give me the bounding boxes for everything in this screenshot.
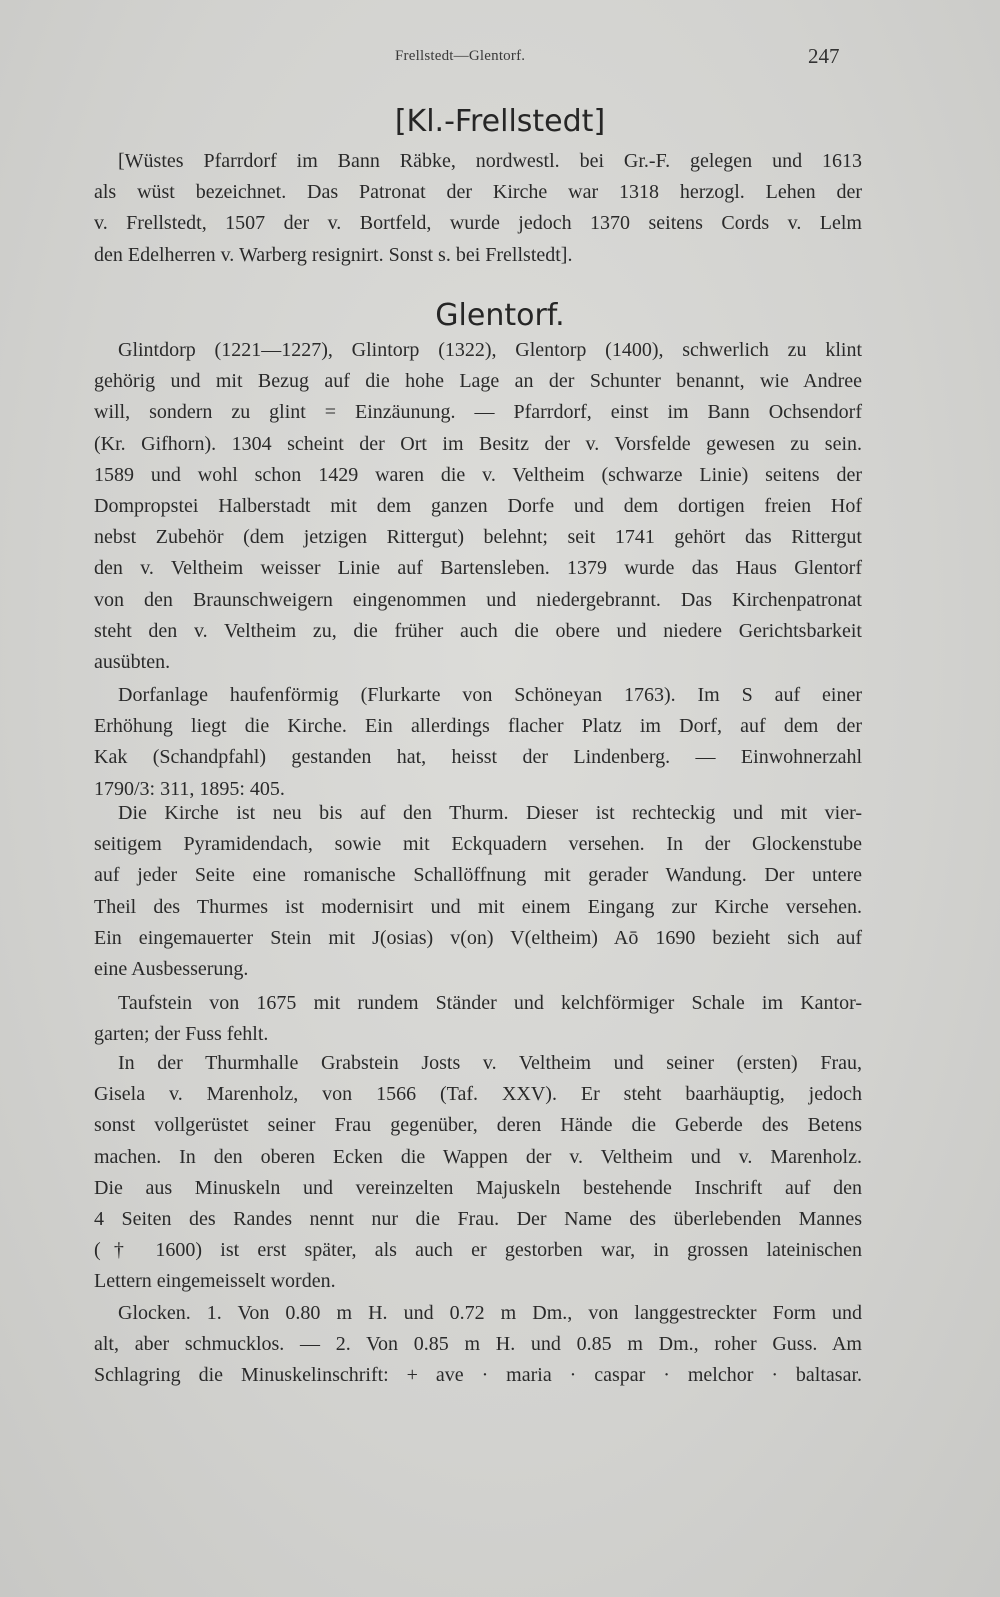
text-line: († 1600) ist erst später, als auch er gestorben war, in grossen lateinischen: [94, 1239, 862, 1262]
section-title-glentorf: Glentorf.: [435, 298, 565, 333]
text-line: Schlagring die Minuskelinschrift: + ave · maria · caspar · melchor · baltasar.: [94, 1364, 862, 1387]
text-line: 4 Seiten des Randes nennt nur die Frau. Der Name des überlebenden Mannes: [94, 1207, 862, 1230]
text-line: Glintdorp (1221—1227), Glintorp (1322), Glentorp (1400), schwerlich zu klint: [118, 339, 862, 361]
section-title-kl-frellstedt: [Kl.-Frellstedt]: [394, 104, 606, 139]
text-line: 1790/3: 311, 1895: 405.: [94, 777, 285, 800]
text-line: Lettern eingemeisselt worden.: [94, 1270, 336, 1293]
text-line: In der Thurmhalle Grabstein Josts v. Veltheim und seiner (ersten) Frau,: [118, 1052, 862, 1074]
text-line: gehörig und mit Bezug auf die hohe Lage an der Schunter benannt, wie Andree: [94, 370, 862, 393]
text-line: Glocken. 1. Von 0.80 m H. und 0.72 m Dm., von langgestreckter Form und: [118, 1302, 862, 1324]
text-line: will, sondern zu glint = Einzäunung. — Pfarrdorf, einst im Bann Ochsendorf: [94, 401, 862, 424]
paragraph-kl-frellstedt: [94, 146, 862, 271]
text-line: (Kr. Gifhorn). 1304 scheint der Ort im Besitz der v. Vorsfelde gewesen zu sein.: [94, 432, 862, 455]
text-line: Erhöhung liegt die Kirche. Ein allerdings flacher Platz im Dorf, auf dem der: [94, 715, 862, 738]
paragraph-glocken: [94, 1298, 862, 1392]
text-line: garten; der Fuss fehlt.: [94, 1023, 269, 1046]
text-line: Die Kirche ist neu bis auf den Thurm. Dieser ist rechteckig und mit vier-: [118, 802, 862, 824]
text-line: von den Braunschweigern eingenommen und niedergebrannt. Das Kirchenpatronat: [94, 588, 862, 611]
text-line: machen. In den oberen Ecken die Wappen der v. Veltheim und v. Marenholz.: [94, 1145, 862, 1168]
text-line: Dompropstei Halberstadt mit dem ganzen Dorfe und dem dortigen freien Hof: [94, 494, 862, 517]
paragraph-kirche: [94, 798, 862, 985]
text-line: steht den v. Veltheim zu, die früher auch die obere und niedere Gerichtsbarkeit: [94, 619, 862, 642]
text-line: seitigem Pyramidendach, sowie mit Eckquadern versehen. In der Glockenstube: [94, 833, 862, 856]
text-line: Ein eingemauerter Stein mit J(osias) v(on) V(eltheim) Aō 1690 bezieht sich auf: [94, 926, 862, 949]
text-line: den v. Veltheim weisser Linie auf Bartensleben. 1379 wurde das Haus Glentorf: [94, 557, 862, 580]
text-line: nebst Zubehör (dem jetzigen Rittergut) belehnt; seit 1741 gehört das Rittergut: [94, 526, 862, 549]
paragraph-dorfanlage: [94, 680, 862, 805]
text-line: Kak (Schandpfahl) gestanden hat, heisst der Lindenberg. — Einwohnerzahl: [94, 746, 862, 769]
text-line: auf jeder Seite eine romanische Schallöffnung mit gerader Wandung. Der untere: [94, 864, 862, 887]
paragraph-grabstein: [94, 1048, 862, 1298]
text-line: Die aus Minuskeln und vereinzelten Majuskeln bestehende Inschrift auf den: [94, 1176, 862, 1199]
running-head: Frellstedt—Glentorf.: [395, 48, 526, 64]
text-line: den Edelherren v. Warberg resignirt. Sonst s. bei Frellstedt].: [94, 243, 573, 266]
text-line: Taufstein von 1675 mit rundem Ständer und kelchförmiger Schale im Kantor-: [118, 992, 862, 1014]
text-line: Dorfanlage haufenförmig (Flurkarte von Schöneyan 1763). Im S auf einer: [118, 684, 862, 706]
paragraph-taufstein: [94, 988, 862, 1050]
text-line: Gisela v. Marenholz, von 1566 (Taf. XXV). Er steht baarhäuptig, jedoch: [94, 1083, 862, 1106]
text-line: [Wüstes Pfarrdorf im Bann Räbke, nordwestl. bei Gr.-F. gelegen und 1613: [118, 150, 862, 172]
text-line: Theil des Thurmes ist modernisirt und mit einem Eingang zur Kirche versehen.: [94, 895, 862, 918]
text-line: als wüst bezeichnet. Das Patronat der Kirche war 1318 herzogl. Lehen der: [94, 181, 862, 204]
text-line: sonst vollgerüstet seiner Frau gegenüber, deren Hände die Geberde des Betens: [94, 1114, 862, 1137]
text-line: 1589 und wohl schon 1429 waren die v. Veltheim (schwarze Linie) seitens der: [94, 463, 862, 486]
text-line: alt, aber schmucklos. — 2. Von 0.85 m H. und 0.85 m Dm., roher Guss. Am: [94, 1333, 862, 1356]
text-line: eine Ausbesserung.: [94, 957, 249, 980]
text-line: ausübten.: [94, 650, 171, 673]
paragraph-glentorf-intro: [94, 335, 862, 678]
page-number: 247: [808, 44, 840, 68]
text-line: v. Frellstedt, 1507 der v. Bortfeld, wurde jedoch 1370 seitens Cords v. Lelm: [94, 212, 862, 235]
